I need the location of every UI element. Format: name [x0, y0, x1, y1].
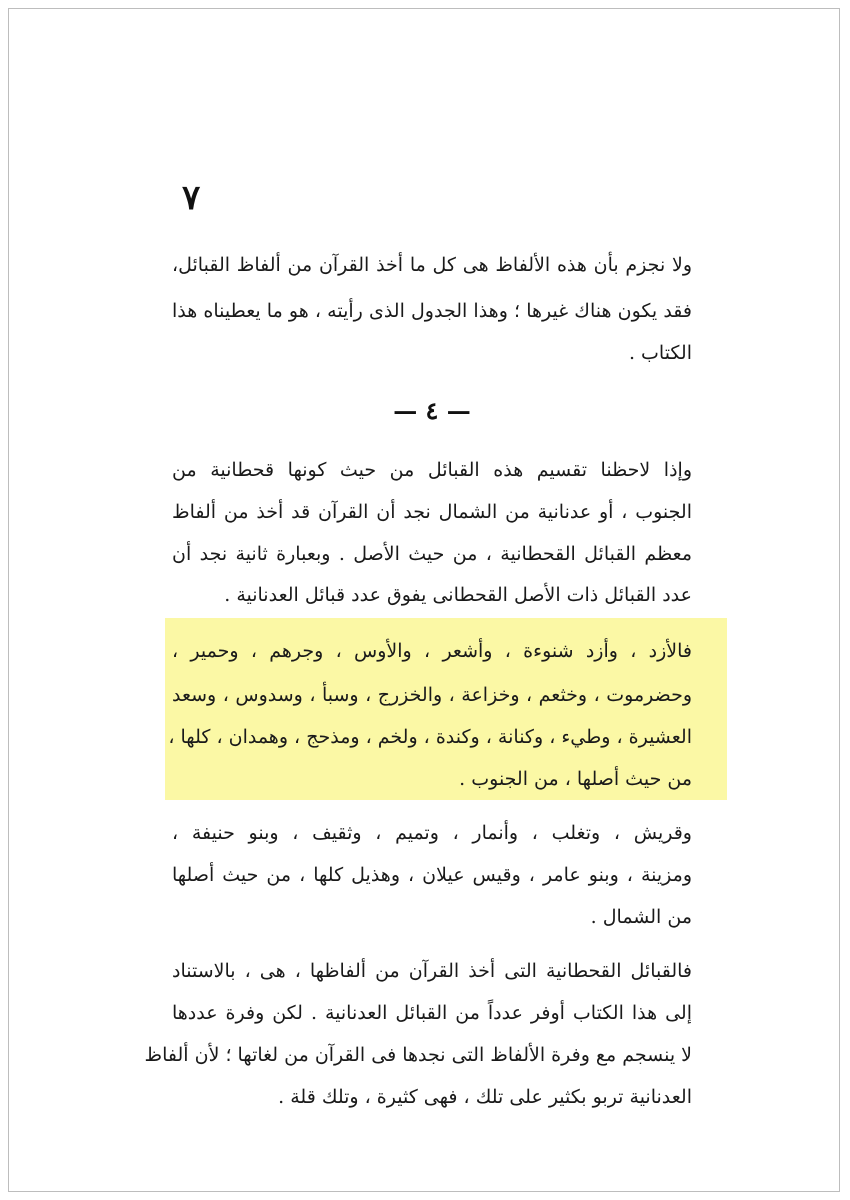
intro-line-2: فقد يكون هناك غيرها ؛ وهذا الجدول الذى رأيته ، هو ما يعطيناه هذا: [172, 300, 692, 322]
intro-line-1: ولا نجزم بأن هذه الألفاظ هى كل ما أخذ القرآن من ألفاظ القبائل،: [172, 254, 692, 276]
page-number: ٧: [182, 178, 201, 218]
para1-line-1: وإذا لاحظنا تقسيم هذه القبائل من حيث كونها قحطانية من: [172, 459, 692, 481]
highlight-line-2: وحضرموت ، وخثعم ، وخزاعة ، والخزرج ، وسبأ ، وسدوس ، وسعد: [172, 684, 692, 706]
para2-line-2: ومزينة ، وبنو عامر ، وقيس عيلان ، وهذيل كلها ، من حيث أصلها: [172, 864, 692, 886]
para3-line-3: لا ينسجم مع وفرة الألفاظ التى نجدها فى القرآن من لغاتها ؛ لأن ألفاظ: [144, 1044, 692, 1066]
para1-line-3: معظم القبائل القحطانية ، من حيث الأصل . وبعبارة ثانية نجد أن: [172, 543, 692, 565]
para2-line-3: من الشمال .: [590, 906, 692, 928]
para1-line-4: عدد القبائل ذات الأصل القحطانى يفوق عدد قبائل العدنانية .: [224, 584, 692, 606]
para3-line-4: العدنانية تربو بكثير على تلك ، فهى كثيرة ، وتلك قلة .: [278, 1086, 692, 1108]
highlight-line-3: العشيرة ، وطيء ، وكنانة ، وكندة ، ولخم ، ومذحج ، وهمدان ، كلها ،: [168, 726, 692, 748]
highlight-line-4: من حيث أصلها ، من الجنوب .: [459, 768, 692, 790]
para3-line-2: إلى هذا الكتاب أوفر عدداً من القبائل العدنانية . لكن وفرة عددها: [172, 1002, 692, 1024]
para2-line-1: وقريش ، وتغلب ، وأنمار ، وتميم ، وثقيف ، وبنو حنيفة ،: [172, 822, 692, 844]
section-marker: — ٤ —: [393, 396, 471, 425]
highlight-line-1: فالأزد ، وأزد شنوءة ، وأشعر ، والأوس ، وجرهم ، وحمير ،: [172, 640, 692, 662]
para3-line-1: فالقبائل القحطانية التى أخذ القرآن من ألفاظها ، هى ، بالاستناد: [172, 960, 692, 982]
intro-line-3: الكتاب .: [628, 342, 692, 364]
para1-line-2: الجنوب ، أو عدنانية من الشمال نجد أن القرآن قد أخذ من ألفاظ: [172, 501, 692, 523]
